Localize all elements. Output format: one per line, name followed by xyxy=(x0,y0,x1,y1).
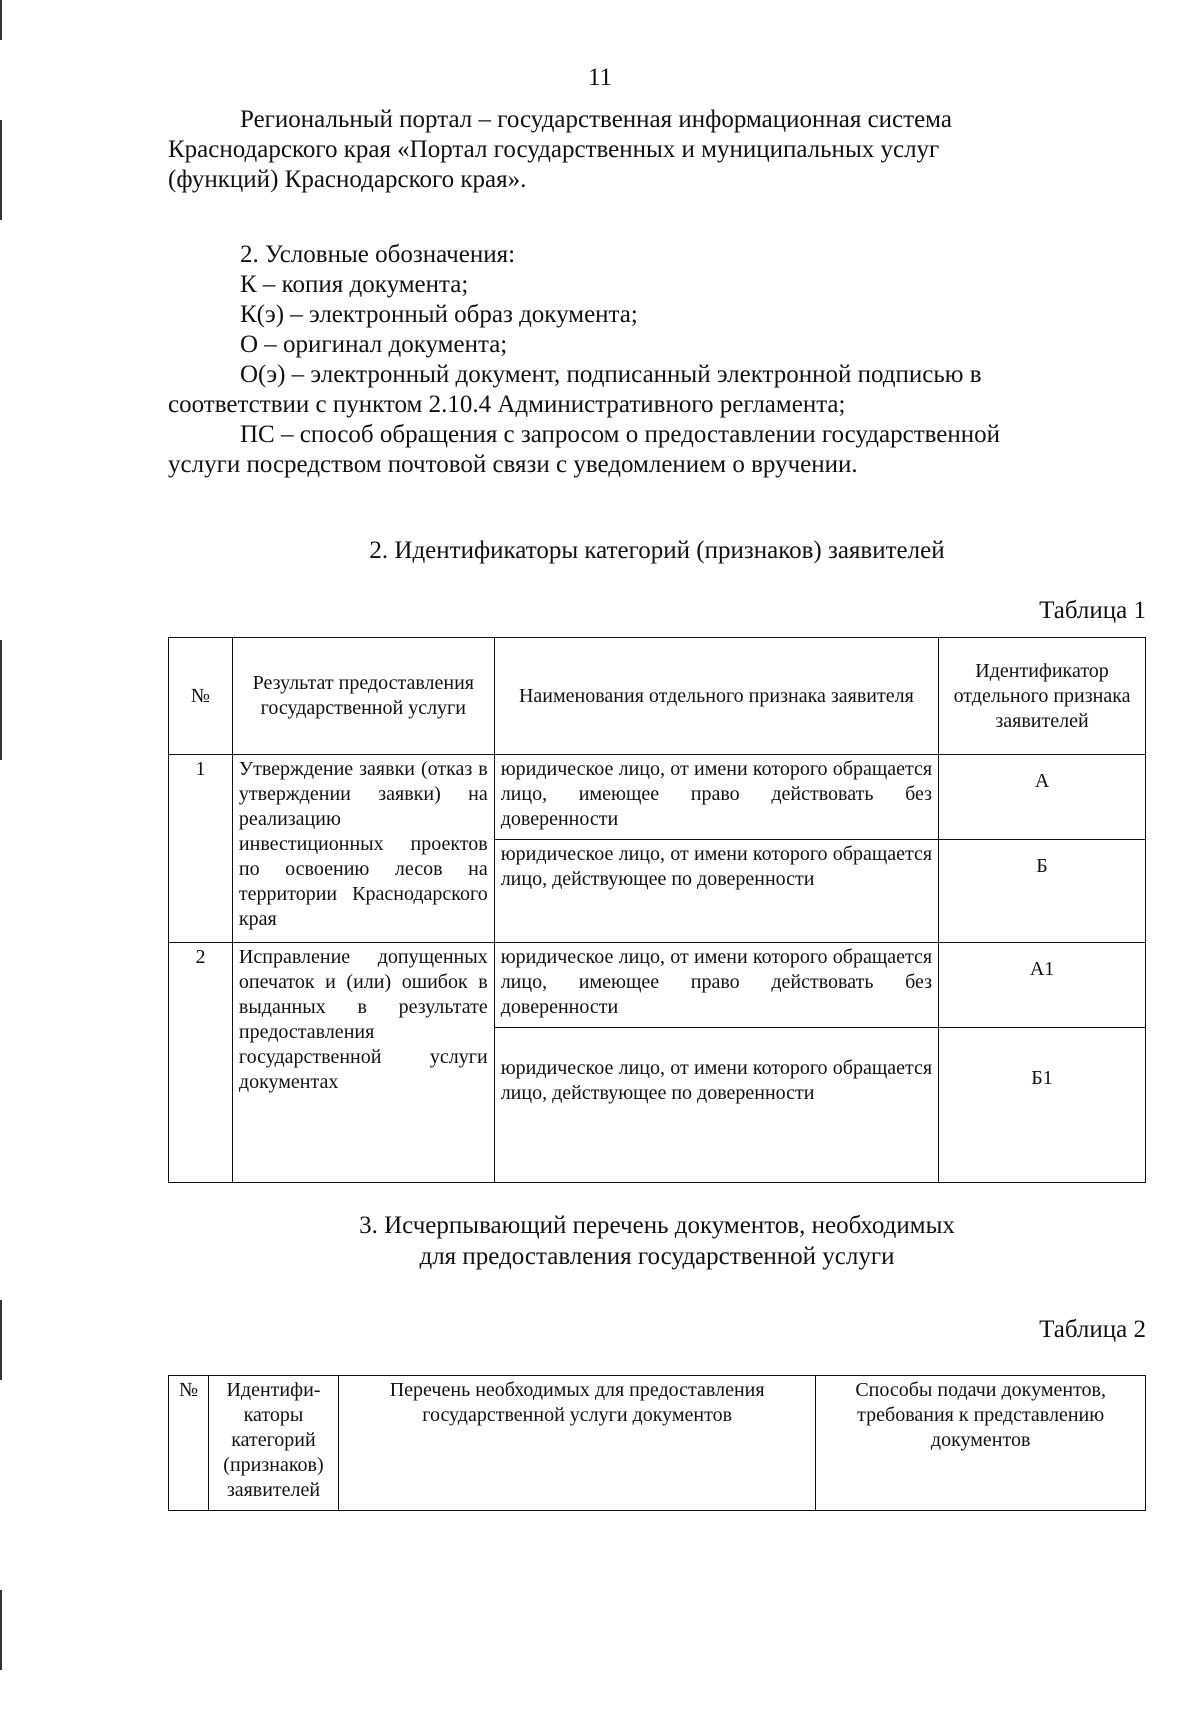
legend-item: К – копия документа; xyxy=(240,271,469,298)
legend-item: соответствии с пунктом 2.10.4 Административного регламента; xyxy=(168,391,846,418)
legend-item: О(э) – электронный документ, подписанный электронной подписью в xyxy=(240,361,982,388)
applicant-identifiers-table xyxy=(168,637,1146,1183)
intro-line: Краснодарского края «Портал государственных и муниципальных услуг xyxy=(168,136,940,163)
table-row xyxy=(169,755,1146,840)
legend-block-ps-cont xyxy=(168,450,1146,480)
scan-edge-mark xyxy=(0,1590,2,1670)
section-2-heading: 2. Идентификаторы категорий (признаков) заявителей xyxy=(369,537,945,564)
intro-line: (функций) Краснодарского края». xyxy=(168,166,527,193)
header-number: № xyxy=(169,638,233,755)
table-row xyxy=(169,943,1146,1028)
header-submission-methods: Способы подачи документов, требования к представлению документов xyxy=(816,1376,1146,1511)
legend-block xyxy=(168,240,1200,390)
legend-block-ps xyxy=(168,420,1200,450)
header-category-identifiers: Идентифи-каторы категорий (признаков) заявителей xyxy=(208,1376,338,1511)
row-attribute-name: юридическое лицо, от имени которого обращается лицо, имеющее право действовать без доверенности xyxy=(494,943,938,1028)
documents-list-table xyxy=(168,1375,1146,1511)
intro-paragraph xyxy=(168,105,1200,135)
section-3-heading xyxy=(168,1210,1146,1272)
scan-edge-mark xyxy=(0,0,2,40)
page-number: 11 xyxy=(587,64,613,91)
row-identifier: Б xyxy=(939,840,1146,943)
row-identifier: Б1 xyxy=(939,1028,1146,1183)
header-identifier: Идентификатор отдельного признака заявителей xyxy=(939,638,1146,755)
row-number: 2 xyxy=(169,943,233,1183)
legend-block-cont xyxy=(168,390,1146,420)
legend-item: ПС – способ обращения с запросом о предоставлении государственной xyxy=(240,421,1001,448)
intro-paragraph-cont xyxy=(168,135,1146,195)
header-attribute-name: Наименования отдельного признака заявителя xyxy=(494,638,938,755)
row-identifier: А xyxy=(939,755,1146,840)
header-result: Результат предоставления государственной услуги xyxy=(232,638,494,755)
row-result: Утверждение заявки (отказ в утверждении заявки) на реализацию инвестиционных проектов по освоению лесов на территории Краснодарского края xyxy=(232,755,494,943)
row-result: Исправление допущенных опечаток и (или) ошибок в выданных в результате предоставления государственной услуги документах xyxy=(232,943,494,1183)
legend-title: 2. Условные обозначения: xyxy=(240,241,516,268)
intro-line: Региональный портал – государственная информационная система xyxy=(240,106,952,133)
header-documents-list: Перечень необходимых для предоставления государственной услуги документов xyxy=(338,1376,815,1511)
scan-edge-mark xyxy=(0,120,2,220)
scan-edge-mark xyxy=(0,1300,2,1380)
header-number: № xyxy=(169,1376,209,1511)
scan-edge-mark xyxy=(0,640,2,760)
legend-item: услуги посредством почтовой связи с уведомлением о вручении. xyxy=(168,451,858,478)
table-1-caption: Таблица 1 xyxy=(1039,597,1146,624)
row-identifier: А1 xyxy=(939,943,1146,1028)
legend-item: К(э) – электронный образ документа; xyxy=(240,301,638,328)
table-header-row xyxy=(169,1376,1146,1511)
row-attribute-name: юридическое лицо, от имени которого обращается лицо, действующее по доверенности xyxy=(494,840,938,943)
legend-item: О – оригинал документа; xyxy=(240,331,508,358)
section-3-heading-line: для предоставления государственной услуги xyxy=(419,1243,895,1270)
row-number: 1 xyxy=(169,755,233,943)
table-header-row xyxy=(169,638,1146,755)
table-2-caption: Таблица 2 xyxy=(1039,1316,1146,1343)
row-attribute-name: юридическое лицо, от имени которого обращается лицо, действующее по доверенности xyxy=(494,1028,938,1183)
section-3-heading-line: 3. Исчерпывающий перечень документов, необходимых xyxy=(359,1212,955,1239)
row-attribute-name: юридическое лицо, от имени которого обращается лицо, имеющее право действовать без доверенности xyxy=(494,755,938,840)
